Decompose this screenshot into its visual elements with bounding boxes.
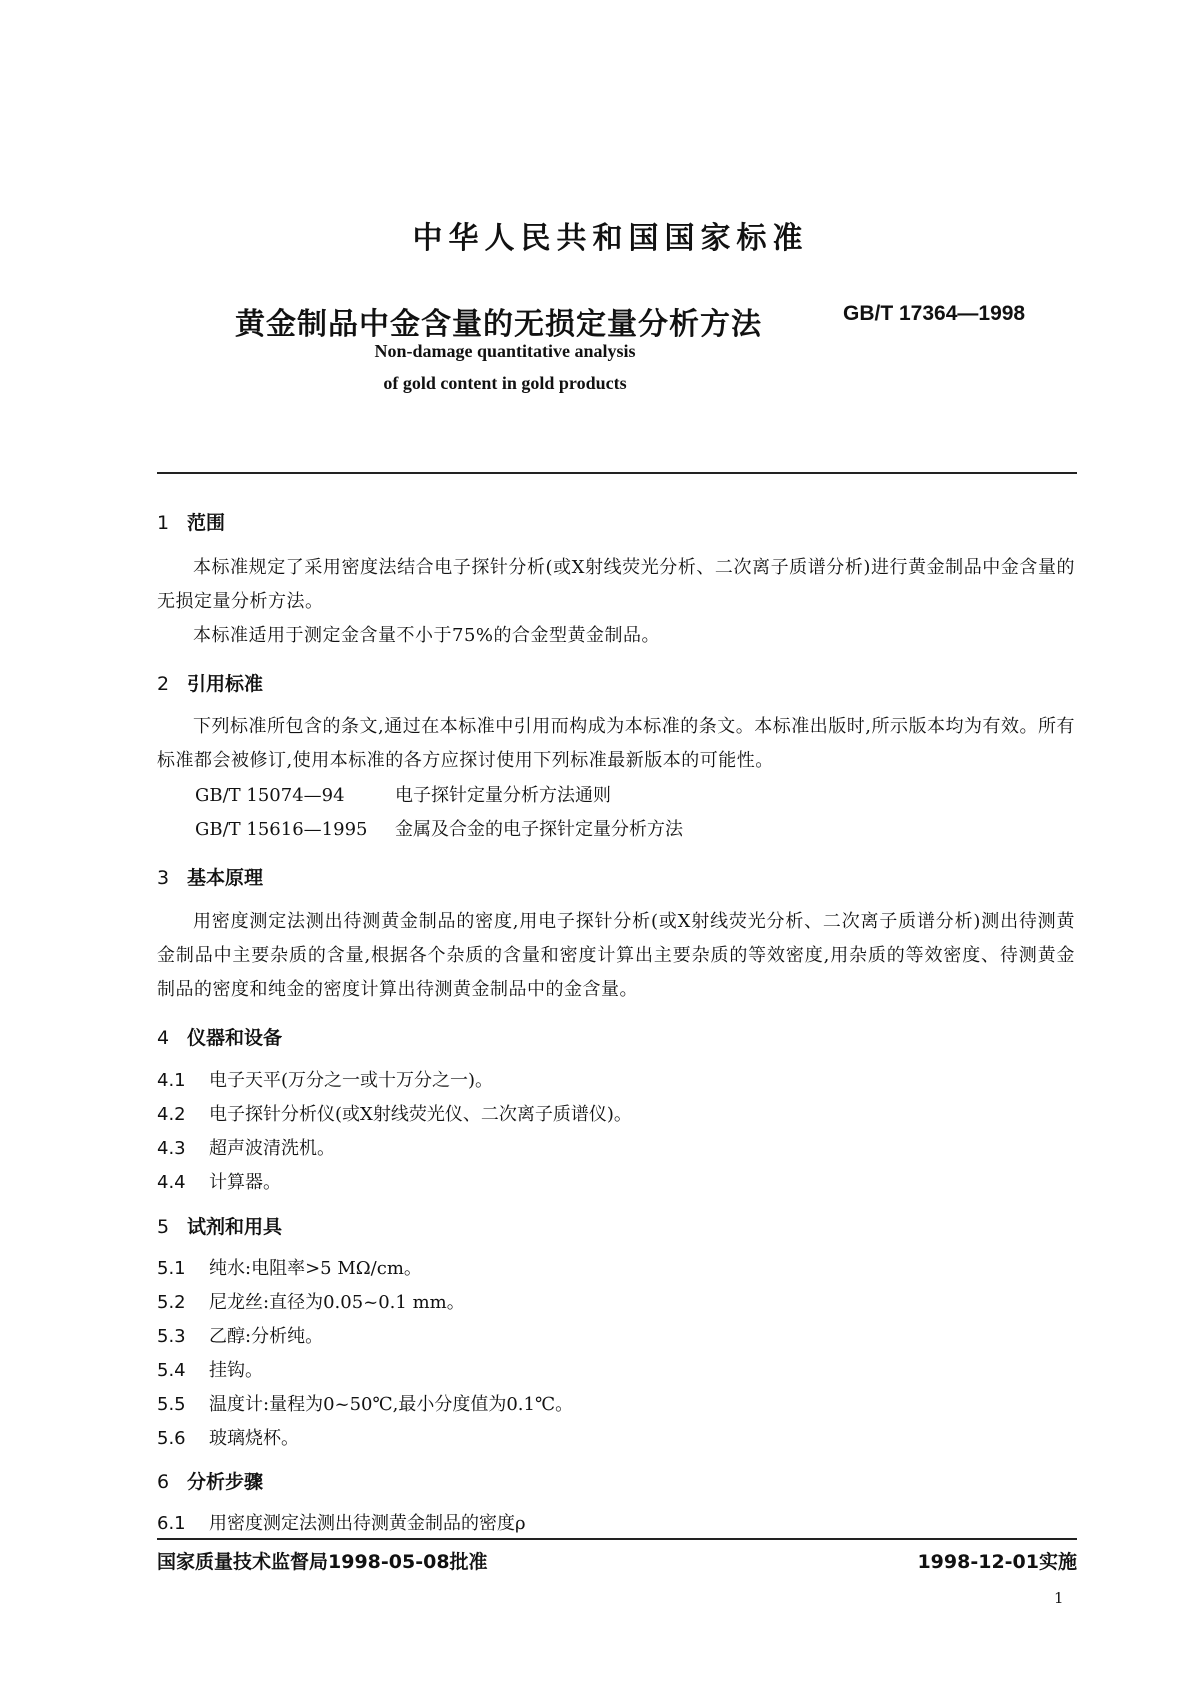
section-title: 试剂和用具: [187, 1216, 283, 1238]
reagent-item: [157, 1322, 323, 1348]
approval-info: 国家质量技术监督局1998-05-08批准: [157, 1551, 488, 1573]
section-title: 分析步骤: [187, 1471, 264, 1493]
section-heading-apparatus: [157, 1023, 282, 1050]
item-number: 5.6: [157, 1428, 186, 1449]
item-number: 5.5: [157, 1394, 186, 1415]
reagent-item: [157, 1356, 263, 1382]
reference-name: 金属及合金的电子探针定量分析方法: [395, 819, 683, 840]
item-number: 5.4: [157, 1360, 186, 1381]
item-text: 温度计:量程为0~50℃,最小分度值为0.1℃。: [209, 1394, 574, 1415]
item-number: 6.1: [157, 1513, 186, 1534]
reference-item: [195, 781, 611, 807]
reagent-item: [157, 1390, 573, 1416]
item-number: 4.3: [157, 1138, 186, 1159]
apparatus-item: [157, 1100, 632, 1126]
reference-name: 电子探针定量分析方法通则: [395, 785, 611, 806]
section-heading-references: [157, 669, 263, 696]
document-title-cn: 黄金制品中金含量的无损定量分析方法: [235, 307, 762, 342]
section-heading-procedure: [157, 1467, 263, 1494]
item-number: 5.2: [157, 1292, 186, 1313]
item-text: 尼龙丝:直径为0.05~0.1 mm。: [209, 1292, 465, 1313]
section-number: 2: [157, 673, 170, 695]
document-title-en-line1: Non-damage quantitative analysis: [374, 341, 636, 361]
item-number: 5.3: [157, 1326, 186, 1347]
effective-date: 1998-12-01实施: [917, 1551, 1077, 1573]
section-title: 基本原理: [187, 867, 264, 889]
principle-paragraph: 用密度测定法测出待测黄金制品的密度,用电子探针分析(或X射线荧光分析、二次离子质谱分析)测出待测黄金制品中主要杂质的含量,根据各个杂质的含量和密度计算出主要杂质的等效密度,用杂质的等效密度、待测黄金制品的密度和纯金的密度计算出待测黄金制品中的金含量。: [157, 911, 1075, 1000]
section-title: 引用标准: [187, 673, 264, 695]
apparatus-item: [157, 1168, 281, 1194]
document-title-en-line2: of gold content in gold products: [383, 373, 627, 393]
section-heading-principle: [157, 863, 263, 890]
procedure-item: [157, 1509, 526, 1535]
item-text: 挂钩。: [209, 1360, 263, 1381]
item-text: 用密度测定法测出待测黄金制品的密度ρ: [209, 1513, 526, 1534]
item-text: 玻璃烧杯。: [209, 1428, 299, 1449]
section-title: 范围: [187, 512, 226, 534]
scope-paragraph-1: 本标准规定了采用密度法结合电子探针分析(或X射线荧光分析、二次离子质谱分析)进行黄金制品中金含量的无损定量分析方法。: [157, 557, 1075, 612]
page-number: 1: [1054, 1589, 1064, 1607]
item-text: 电子天平(万分之一或十万分之一)。: [209, 1070, 494, 1091]
references-paragraph: 下列标准所包含的条文,通过在本标准中引用而构成为本标准的条文。本标准出版时,所示版本均为有效。所有标准都会被修订,使用本标准的各方应探讨使用下列标准最新版本的可能性。: [157, 716, 1075, 771]
footer-divider: [157, 1538, 1077, 1540]
standard-number: GB/T 17364—1998: [843, 302, 1026, 325]
item-number: 5.1: [157, 1258, 186, 1279]
reference-item: [195, 815, 683, 841]
item-text: 计算器。: [209, 1172, 281, 1193]
national-standard-heading: 中华人民共和国国家标准: [412, 221, 809, 256]
item-number: 4.4: [157, 1172, 186, 1193]
item-number: 4.2: [157, 1104, 186, 1125]
scope-paragraph-2: 本标准适用于测定金含量不小于75%的合金型黄金制品。: [193, 625, 661, 646]
reagent-item: [157, 1254, 422, 1280]
item-number: 4.1: [157, 1070, 186, 1091]
reagent-item: [157, 1424, 299, 1450]
item-text: 电子探针分析仪(或X射线荧光仪、二次离子质谱仪)。: [209, 1104, 632, 1125]
reference-code: GB/T 15616—1995: [195, 819, 368, 840]
section-number: 6: [157, 1471, 170, 1493]
section-title: 仪器和设备: [187, 1027, 283, 1049]
reagent-item: [157, 1288, 465, 1314]
section-heading-reagents: [157, 1212, 282, 1239]
section-heading-scope: [157, 508, 225, 535]
apparatus-item: [157, 1066, 493, 1092]
section-number: 4: [157, 1027, 170, 1049]
item-text: 超声波清洗机。: [209, 1138, 335, 1159]
section-number: 1: [157, 512, 170, 534]
header-divider: [157, 472, 1077, 474]
section-number: 3: [157, 867, 170, 889]
section-number: 5: [157, 1216, 170, 1238]
reference-code: GB/T 15074—94: [195, 785, 345, 806]
item-text: 纯水:电阻率>5 MΩ/cm。: [209, 1258, 422, 1279]
item-text: 乙醇:分析纯。: [209, 1326, 324, 1347]
apparatus-item: [157, 1134, 335, 1160]
